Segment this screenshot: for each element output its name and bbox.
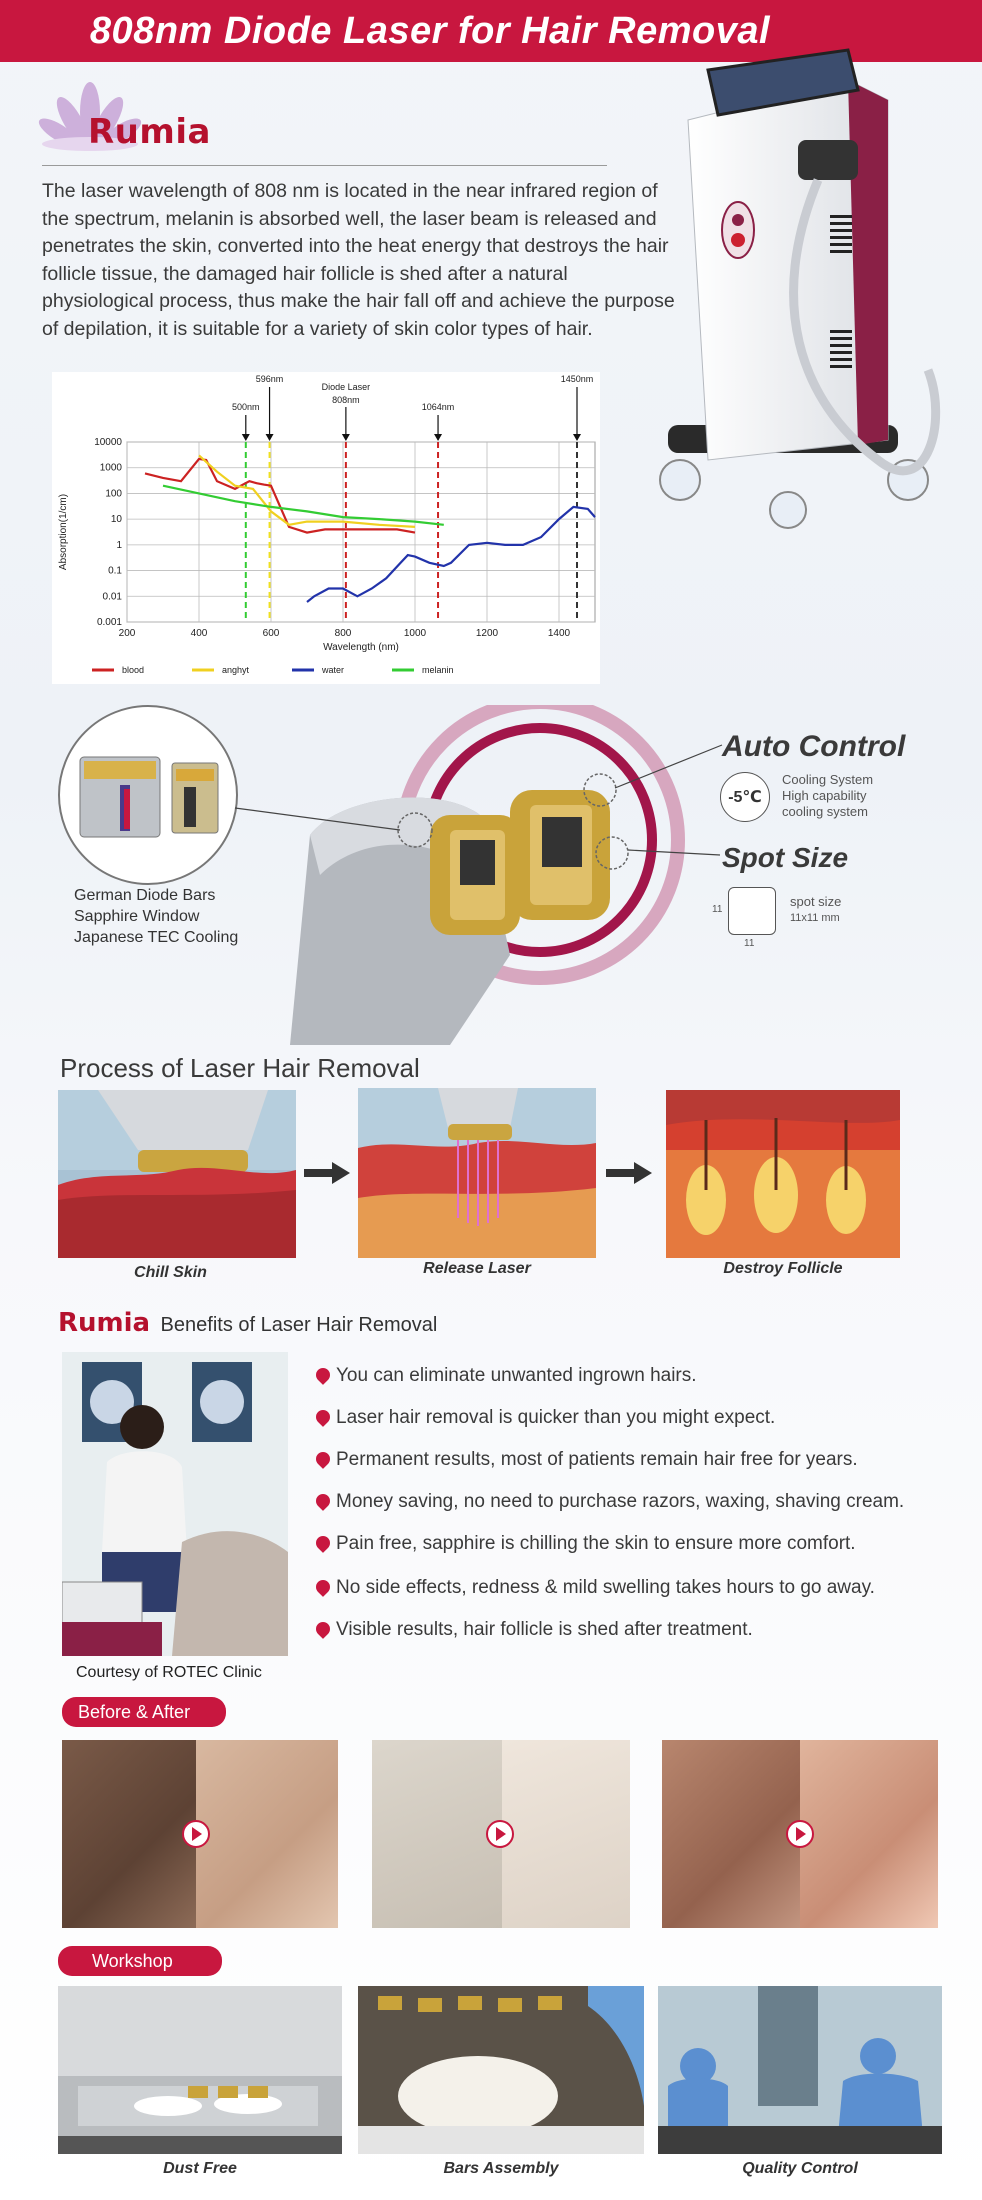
marker-label: 808nm <box>332 395 360 405</box>
arrow-icon <box>606 1162 652 1189</box>
benefit-item <box>316 1618 966 1642</box>
process-step-caption: Destroy Follicle <box>723 1260 843 1277</box>
marker-label: 1450nm <box>560 374 594 384</box>
spot-dim-side: 11 <box>712 904 723 915</box>
courtesy-caption: Courtesy of ROTEC Clinic <box>76 1664 262 1681</box>
benefit-text: Money saving, no need to purchase razors, waxing, shaving cream. <box>336 1491 905 1512</box>
workshop-caption: Quality Control <box>742 2160 858 2177</box>
x-tick-label: 1200 <box>475 628 499 639</box>
benefit-item <box>316 1448 966 1472</box>
marker-label: Diode Laser <box>321 382 371 392</box>
benefits-heading <box>58 1308 437 1342</box>
benefit-item <box>316 1532 966 1556</box>
benefit-text: Visible results, hair follicle is shed after treatment. <box>336 1619 753 1640</box>
drop-bullet-icon <box>313 1619 333 1639</box>
workshop-photo <box>658 1986 942 2154</box>
legend-label: anghyt <box>222 665 250 675</box>
header-rule <box>42 165 607 166</box>
y-tick-label: 10 <box>110 514 122 526</box>
absorption-chart-svg <box>52 372 600 684</box>
spot-text <box>790 894 841 926</box>
page-title: 808nm Diode Laser for Hair Removal <box>89 10 771 52</box>
marker-label: 596nm <box>255 374 284 384</box>
workshop-photo <box>58 1986 342 2154</box>
laser-machine-image <box>648 40 968 550</box>
marker-label: 1064nm <box>421 402 455 412</box>
x-tick-label: 600 <box>262 628 280 639</box>
brand-logo <box>30 72 230 162</box>
cooling-line: High capability <box>782 788 867 803</box>
process-step-image <box>666 1090 900 1258</box>
y-tick-label: 0.1 <box>108 565 122 577</box>
cooling-text <box>782 772 873 820</box>
y-axis-label: Absorption(1/cm) <box>58 493 69 571</box>
drop-bullet-icon <box>313 1533 333 1553</box>
brand-name: Rumia <box>58 1308 151 1338</box>
arrow-icon <box>304 1162 350 1189</box>
workshop-photo <box>358 1986 644 2154</box>
before-after-image <box>662 1740 938 1928</box>
marker-arrow-head <box>242 434 250 441</box>
temperature-badge <box>720 772 770 822</box>
play-arrow-icon <box>182 1820 210 1848</box>
temperature-value: -5℃ <box>728 789 762 806</box>
y-tick-label: 0.001 <box>96 617 122 628</box>
y-tick-label: 1000 <box>99 462 122 474</box>
spot-dim-bottom: 11 <box>744 938 755 949</box>
benefits-title: Benefits of Laser Hair Removal <box>160 1314 438 1336</box>
benefit-text: Permanent results, most of patients remain hair free for years. <box>336 1449 858 1470</box>
legend-label: melanin <box>422 665 454 675</box>
play-arrow-icon <box>786 1820 814 1848</box>
x-tick-label: 400 <box>190 628 208 639</box>
intro-paragraph: The laser wavelength of 808 nm is located in the near infrared region of the spectrum, melanin is absorbed well, the laser beam is released and penetrates the skin, converted into the heat energy that destroys the hair follicle tissue, the damaged hair follicle is shed after a natural physiological process, thus make the hair fall off and achieve the purpose of depilation, it is suitable for a variety of skin color types of hair. <box>42 180 675 340</box>
marker-arrow-head <box>573 434 581 441</box>
y-tick-label: 10000 <box>94 437 122 448</box>
clinic-photo <box>62 1352 288 1656</box>
cooling-line: cooling system <box>782 804 868 819</box>
cooling-line: Cooling System <box>782 772 874 787</box>
workshop-caption: Bars Assembly <box>443 2160 559 2177</box>
before-after-label: Before & After <box>62 1697 226 1727</box>
marker-arrow-head <box>434 434 442 441</box>
drop-bullet-icon <box>313 1449 333 1469</box>
legend-label: blood <box>122 665 145 675</box>
auto-control-heading: Auto Control <box>722 730 906 763</box>
play-arrow-icon <box>486 1820 514 1848</box>
workshop-caption: Dust Free <box>163 2160 237 2177</box>
feature-label: Japanese TEC Cooling <box>74 929 239 946</box>
marker-label: 500nm <box>232 402 260 412</box>
feature-label: German Diode Bars <box>74 887 216 904</box>
y-tick-label: 100 <box>105 488 122 500</box>
drop-bullet-icon <box>313 1365 333 1385</box>
marker-arrow-head <box>342 434 350 441</box>
x-tick-label: 200 <box>118 628 136 639</box>
benefit-item <box>316 1576 966 1600</box>
process-step-image <box>358 1088 596 1258</box>
workshop-label: Workshop <box>58 1946 222 1976</box>
process-title: Process of Laser Hair Removal <box>60 1053 420 1083</box>
spot-line: spot size <box>790 894 842 909</box>
benefit-text: Laser hair removal is quicker than you might expect. <box>336 1407 776 1428</box>
y-tick-label: 0.01 <box>102 591 122 603</box>
x-tick-label: 800 <box>334 628 352 639</box>
marker-arrow-head <box>266 434 274 441</box>
x-axis-label: Wavelength (nm) <box>323 642 399 653</box>
process-step-caption: Chill Skin <box>134 1264 207 1281</box>
y-tick-label: 1 <box>116 539 122 551</box>
legend-label: water <box>322 665 345 675</box>
before-after-image <box>372 1740 630 1928</box>
drop-bullet-icon <box>313 1577 333 1597</box>
spot-line: 11x11 mm <box>790 912 840 924</box>
process-step-image <box>58 1090 296 1258</box>
x-tick-label: 1400 <box>547 628 571 639</box>
feature-label: Sapphire Window <box>74 908 200 925</box>
benefit-text: No side effects, redness & mild swelling takes hours to go away. <box>336 1577 875 1598</box>
process-step-caption: Release Laser <box>423 1260 531 1277</box>
benefit-item <box>316 1490 966 1514</box>
drop-bullet-icon <box>313 1407 333 1427</box>
absorption-chart <box>52 372 600 684</box>
spot-size-square <box>728 887 776 935</box>
drop-bullet-icon <box>313 1491 333 1511</box>
benefit-text: Pain free, sapphire is chilling the skin to ensure more comfort. <box>336 1533 856 1554</box>
benefit-item <box>316 1406 966 1430</box>
spot-size-heading: Spot Size <box>722 842 849 873</box>
brand-name: Rumia <box>88 112 211 152</box>
x-tick-label: 1000 <box>403 628 427 639</box>
benefit-text: You can eliminate unwanted ingrown hairs. <box>336 1365 697 1386</box>
before-after-image <box>62 1740 338 1928</box>
benefit-item <box>316 1364 966 1388</box>
